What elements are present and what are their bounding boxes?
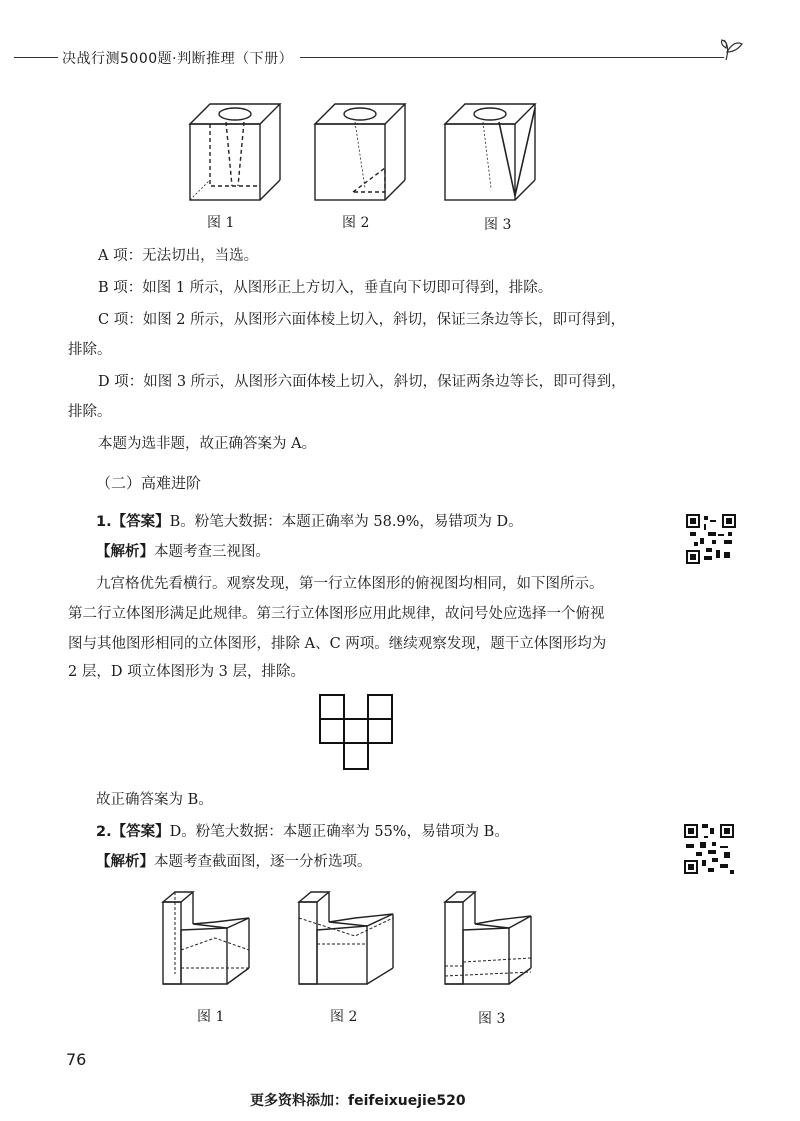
cube-figure-1 — [190, 104, 280, 200]
page-number: 76 — [66, 1050, 87, 1069]
figure-caption: 图 1 — [197, 1009, 225, 1025]
answer-label: 2.【答案】 — [96, 824, 170, 840]
analysis-label: 【解析】 — [96, 544, 154, 560]
header-rule-right — [300, 57, 724, 58]
option-c-text-cont: 排除。 — [68, 342, 112, 358]
q1-analysis — [96, 542, 270, 562]
header-rule-left — [14, 57, 58, 58]
bottom-figures — [155, 888, 575, 998]
running-header: 决战行测5000题·判断推理（下册） — [62, 51, 294, 67]
analysis-label: 【解析】 — [96, 854, 154, 870]
figure-caption: 图 3 — [478, 1011, 506, 1027]
u-block-figure-2 — [299, 892, 393, 984]
answer-label: 1.【答案】 — [96, 514, 170, 530]
sprout-icon — [720, 38, 750, 64]
u-block-figure-3 — [445, 892, 531, 984]
q1-body-line: 2 层，D 项立体图形为 3 层，排除。 — [68, 664, 306, 680]
q1-body-line: 图与其他图形相同的立体图形，排除 A、C 两项。继续观察发现，题干立体图形均为 — [68, 636, 607, 652]
figure-caption: 图 2 — [330, 1009, 358, 1025]
figure-caption: 图 3 — [484, 217, 512, 233]
q1-answer — [96, 512, 523, 532]
analysis-text: 本题考查三视图。 — [154, 544, 270, 560]
qr-code-icon[interactable] — [686, 514, 736, 564]
answer-conclusion: 本题为选非题，故正确答案为 A。 — [98, 436, 317, 452]
u-block-figure-1 — [163, 892, 249, 984]
cube-figure-3 — [445, 104, 535, 200]
cube-figure-2 — [315, 104, 405, 200]
figure-caption: 图 1 — [207, 215, 235, 231]
q1-conclusion: 故正确答案为 B。 — [96, 792, 213, 808]
q1-body-line: 第二行立体图形满足此规律。第三行立体图形应用此规律，故问号处应选择一个俯视 — [68, 606, 605, 622]
option-c-text: C 项：如图 2 所示，从图形六面体棱上切入，斜切，保证三条边等长，即可得到， — [98, 312, 626, 328]
option-b-text: B 项：如图 1 所示，从图形正上方切入，垂直向下切即可得到，排除。 — [98, 280, 553, 296]
top-figures — [180, 98, 600, 208]
analysis-text: 本题考查截面图，逐一分析选项。 — [154, 854, 372, 870]
qr-code-icon[interactable] — [684, 824, 734, 874]
option-d-text-cont: 排除。 — [68, 404, 112, 420]
top-view-diagram — [318, 693, 398, 773]
answer-text: B。粉笔大数据：本题正确率为 58.9%，易错项为 D。 — [169, 514, 523, 530]
option-a-text: A 项：无法切出，当选。 — [98, 248, 259, 264]
option-d-text: D 项：如图 3 所示，从图形六面体棱上切入，斜切，保证两条边等长，即可得到， — [98, 374, 626, 390]
footer-text: 更多资料添加：feifeixuejie520 — [250, 1093, 466, 1109]
q2-analysis — [96, 852, 372, 872]
q2-answer — [96, 822, 509, 842]
answer-text: D。粉笔大数据：本题正确率为 55%，易错项为 B。 — [169, 824, 509, 840]
q1-body-line: 九宫格优先看横行。观察发现，第一行立体图形的俯视图均相同，如下图所示。 — [96, 576, 604, 592]
section-title: （二）高难进阶 — [96, 474, 202, 492]
figure-caption: 图 2 — [342, 215, 370, 231]
